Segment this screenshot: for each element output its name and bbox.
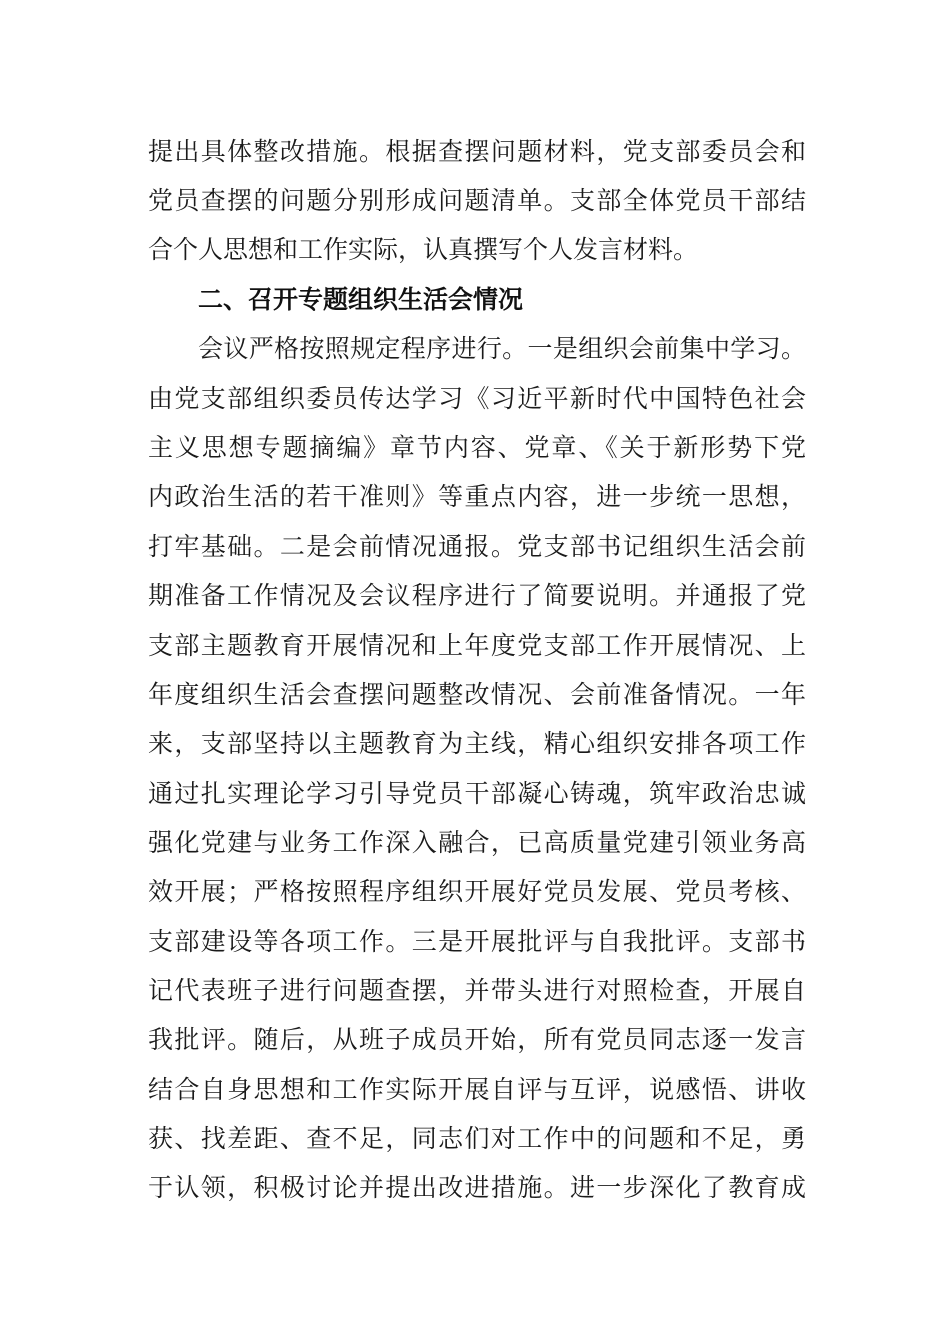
paragraph-text: 来，支部坚持以主题教育为主线，精心组织安排各项工作 [148,729,808,758]
paragraph-line [0,872,950,912]
paragraph-text: 结合自身思想和工作实际开展自评与互评，说感悟、讲收 [148,1075,808,1104]
paragraph-line [0,774,950,814]
paragraph-text: 内政治生活的若干准则》等重点内容，进一步统一思想， [148,482,808,511]
paragraph-line [0,230,950,270]
paragraph-line [0,1070,950,1110]
paragraph-text: 通过扎实理论学习引导党员干部凝心铸魂，筑牢政治忠诚 [148,779,808,808]
paragraph-text: 年度组织生活会查摆问题整改情况、会前准备情况。一年 [148,680,808,709]
paragraph-line [0,329,950,369]
paragraph-text: 我批评。随后，从班子成员开始，所有党员同志逐一发言 [148,1025,808,1054]
paragraph-line [0,428,950,468]
paragraph-line [0,379,950,419]
paragraph-text: 支部主题教育开展情况和上年度党支部工作开展情况、上 [148,631,808,660]
paragraph-line [0,181,950,221]
paragraph-text: 党员查摆的问题分别形成问题清单。支部全体党员干部结 [148,186,808,215]
paragraph-text: 强化党建与业务工作深入融合，已高质量党建引领业务高 [148,828,808,857]
section-heading: 二、召开专题组织生活会情况 [198,285,524,314]
paragraph-line [0,922,950,962]
paragraph-text: 记代表班子进行问题查摆，并带头进行对照检查，开展自 [148,976,808,1005]
paragraph-text: 会议严格按照规定程序进行。一是组织会前集中学习。 [198,334,807,363]
paragraph-text: 合个人思想和工作实际，认真撰写个人发言材料。 [148,235,699,264]
paragraph-line [0,1168,950,1208]
paragraph-text: 支部建设等各项工作。三是开展批评与自我批评。支部书 [148,927,808,956]
paragraph-line [0,1119,950,1159]
paragraph-text: 主义思想专题摘编》章节内容、党章、《关于新形势下党 [148,433,808,462]
paragraph-line [0,576,950,616]
paragraph-line [0,971,950,1011]
paragraph-text: 效开展；严格按照程序组织开展好党员发展、党员考核、 [148,877,808,906]
paragraph-line [0,724,950,764]
paragraph-text: 于认领，积极讨论并提出改进措施。进一步深化了教育成 [148,1173,808,1202]
paragraph-text: 提出具体整改措施。根据查摆问题材料，党支部委员会和 [148,137,808,166]
paragraph-line [0,527,950,567]
paragraph-text: 由党支部组织委员传达学习《习近平新时代中国特色社会 [148,384,808,413]
paragraph-line [0,675,950,715]
paragraph-line [0,626,950,666]
paragraph-text: 打牢基础。二是会前情况通报。党支部书记组织生活会前 [148,532,808,561]
paragraph-text: 获、找差距、查不足，同志们对工作中的问题和不足，勇 [148,1124,808,1153]
paragraph-line [0,132,950,172]
paragraph-line [0,1020,950,1060]
paragraph-line [0,823,950,863]
paragraph-line [0,477,950,517]
paragraph-text: 期准备工作情况及会议程序进行了简要说明。并通报了党 [148,581,808,610]
section-heading-line [0,280,950,320]
